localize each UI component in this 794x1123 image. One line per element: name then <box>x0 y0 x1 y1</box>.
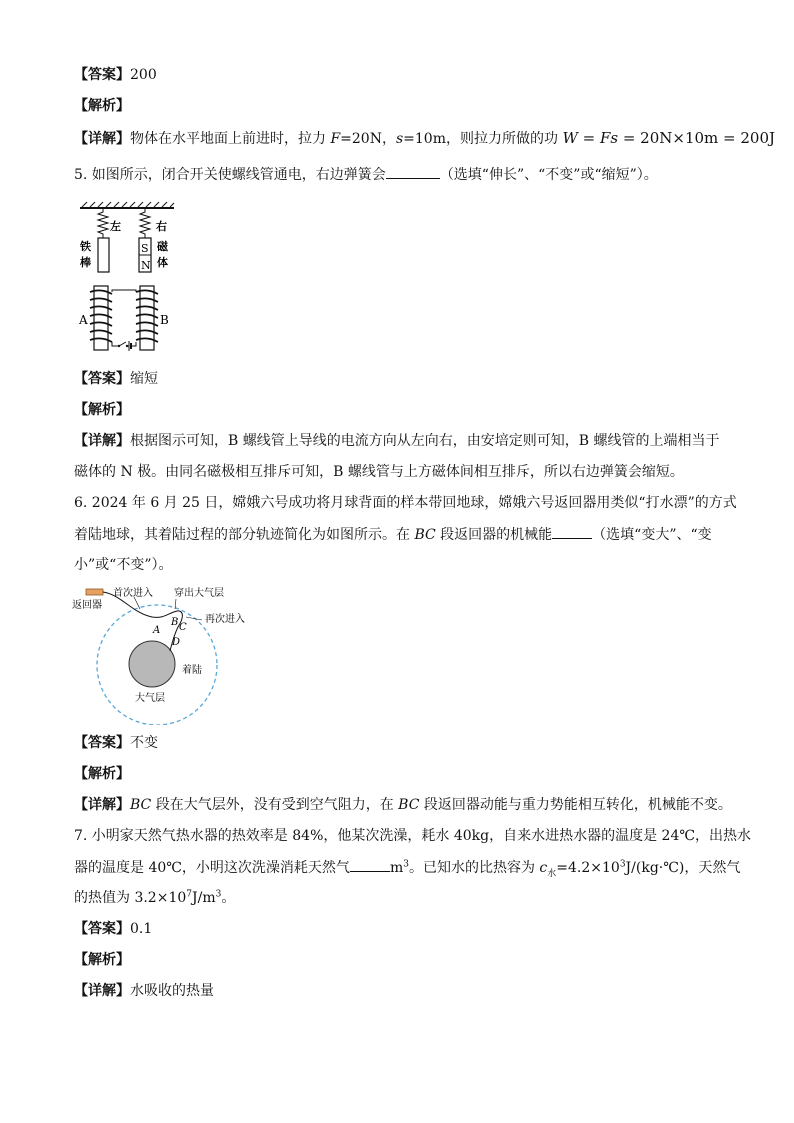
formula-w: W <box>562 129 578 147</box>
left-spring <box>98 208 108 238</box>
q6-stem-text: 小”或“不变”）。 <box>74 557 173 573</box>
exp: 3 <box>619 859 626 870</box>
q7-stem-text: 。 <box>221 890 236 906</box>
var-c-sub: 水 <box>547 868 557 879</box>
q6-stem-3 <box>74 555 172 575</box>
q5-analysis-line <box>74 400 130 420</box>
pole-s: S <box>141 242 149 255</box>
q4-answer-line <box>74 65 157 85</box>
pole-n: N <box>141 259 151 272</box>
right-label: 右 <box>156 220 167 233</box>
detail-text: 根据图示可知，B 螺线管上导线的电流方向从左向右，由安培定则可知，B 螺线管的上端相当于 <box>130 433 720 449</box>
q7-answer-line <box>74 919 152 939</box>
bottom-wire-left <box>112 342 118 346</box>
formula-fs: Fs <box>599 129 619 147</box>
switch <box>119 342 126 346</box>
analysis-tag: 【解析】 <box>74 98 130 114</box>
q5-stem-a: 5. 如图所示，闭合开关使螺线管通电，右边弹簧会 <box>74 167 386 183</box>
q4-analysis-line <box>74 96 130 116</box>
answer-blank <box>552 524 592 539</box>
analysis-tag: 【解析】 <box>74 402 130 418</box>
q7-stem-text: 器的温度是 40℃，小明这次洗澡消耗天然气 <box>74 860 350 876</box>
point-b: B <box>171 617 179 628</box>
q7-stem-text: J/(kg·℃)，天然气 <box>625 860 741 876</box>
q5-detail-line-1 <box>74 431 719 451</box>
eq-f: =20N， <box>340 131 396 147</box>
q4-detail-line <box>74 128 775 149</box>
detail-tag: 【详解】 <box>74 983 130 999</box>
first-entry-label: 首次进入 <box>113 588 153 599</box>
point-c: C <box>179 622 187 633</box>
detail-text: 段返回器动能与重力势能相互转化，机械能不变。 <box>419 797 732 813</box>
answer-tag: 【答案】 <box>74 921 130 937</box>
iron-rod <box>98 238 109 272</box>
re-entry-label: 再次进入 <box>205 614 245 625</box>
q6-answer-line <box>74 733 158 753</box>
atmosphere-label: 大气层 <box>135 693 165 704</box>
q6-stem-2 <box>74 524 712 545</box>
q5-detail-line-2 <box>74 462 684 482</box>
formula-rest: = 20N×10m = 200J <box>618 129 776 147</box>
magnet-label-1: 磁 <box>157 240 168 253</box>
unit-m: m <box>389 860 404 876</box>
q6-stem-text: 着陆地球，其着陆过程的部分轨迹简化为如图所示。在 <box>74 527 415 543</box>
q6-stem-text: 6. 2024 年 6 月 25 日，嫦娥六号成功将月球背面的样本带回地球，嫦娥六号返回器用类似“打水漂”的方式 <box>74 495 737 511</box>
left-label: 左 <box>110 220 121 233</box>
q7-stem-text: 7. 小明家天然气热水器的热效率是 84%，他某次洗澡，耗水 40kg，自来水进热水器的温度是 24℃，出热水 <box>74 828 752 844</box>
q7-stem-text: 。已知水的比热容为 <box>408 860 540 876</box>
solenoid-spring-figure <box>78 200 178 360</box>
exp: 7 <box>186 889 192 900</box>
q6-stem-text: （选填“变大”、“变 <box>592 527 712 543</box>
q6-stem-text: 段返回器的机械能 <box>435 527 553 543</box>
top-wire <box>112 290 136 292</box>
q7-detail-line <box>74 981 214 1001</box>
answer-blank <box>386 164 440 179</box>
q7-stem-2 <box>74 857 740 878</box>
answer-text: 200 <box>130 67 157 83</box>
answer-text: 0.1 <box>130 921 153 937</box>
formula-eq: = <box>577 129 600 147</box>
q6-stem-1 <box>74 493 737 513</box>
q6-analysis-line <box>74 764 130 784</box>
var-s: s <box>395 131 404 147</box>
ceiling-hatch <box>82 202 174 207</box>
q5-stem-b: （选填“伸长”、“不变”或“缩短”）。 <box>439 167 658 183</box>
q7-stem-1 <box>74 826 751 846</box>
detail-text: 磁体的 N 极。由同名磁极相互排斥可知，B 螺线管与上方磁体间相互排斥，所以右边弹簧会缩短。 <box>74 464 684 480</box>
exit-atm-label: 穿出大气层 <box>174 588 224 599</box>
coil-b-core <box>140 286 154 350</box>
capsule-label: 返回器 <box>72 600 102 611</box>
reentry-trajectory-figure <box>72 585 272 725</box>
detail-tag: 【详解】 <box>74 797 130 813</box>
answer-text: 不变 <box>130 735 158 751</box>
right-spring <box>140 208 150 238</box>
point-d: D <box>172 637 181 648</box>
capsule <box>86 589 103 595</box>
var-bc: BC <box>414 527 436 543</box>
analysis-tag: 【解析】 <box>74 952 130 968</box>
coil-a-label: A <box>79 313 88 327</box>
var-bc: BC <box>130 797 152 813</box>
detail-tag: 【详解】 <box>74 433 130 449</box>
q7-stem-text: 的热值为 3.2×10 <box>74 890 187 906</box>
q7-stem-text: =4.2×10 <box>556 860 620 876</box>
magnet-label-2: 体 <box>157 256 168 269</box>
unit-exp: 3 <box>403 859 409 870</box>
iron-rod-label-1: 铁 <box>80 240 91 253</box>
answer-tag: 【答案】 <box>74 67 130 83</box>
eq-s: =10m，则拉力所做的功 <box>403 131 563 147</box>
landing-label: 着陆 <box>182 665 202 676</box>
coil-a-core <box>94 286 108 350</box>
answer-blank <box>350 857 390 872</box>
detail-text: 段在大气层外，没有受到空气阻力，在 <box>151 797 399 813</box>
detail-text: 物体在水平地面上前进时，拉力 <box>130 131 331 147</box>
q6-detail-line <box>74 795 732 815</box>
answer-text: 缩短 <box>130 371 158 387</box>
answer-tag: 【答案】 <box>74 371 130 387</box>
detail-tag: 【详解】 <box>74 131 130 147</box>
q7-stem-text: J/m <box>192 890 216 906</box>
q5-stem <box>74 164 658 185</box>
iron-rod-label-2: 棒 <box>80 256 91 269</box>
var-c: c <box>539 860 548 876</box>
analysis-tag: 【解析】 <box>74 766 130 782</box>
q5-answer-line <box>74 369 158 389</box>
exp: 3 <box>215 889 222 900</box>
var-bc: BC <box>398 797 420 813</box>
detail-text: 水吸收的热量 <box>130 983 214 999</box>
q7-stem-3 <box>74 888 235 908</box>
point-a: A <box>153 625 161 636</box>
earth <box>129 641 175 687</box>
var-f: F <box>330 131 341 147</box>
coil-b-label: B <box>160 313 169 327</box>
answer-tag: 【答案】 <box>74 735 130 751</box>
q7-analysis-line <box>74 950 130 970</box>
